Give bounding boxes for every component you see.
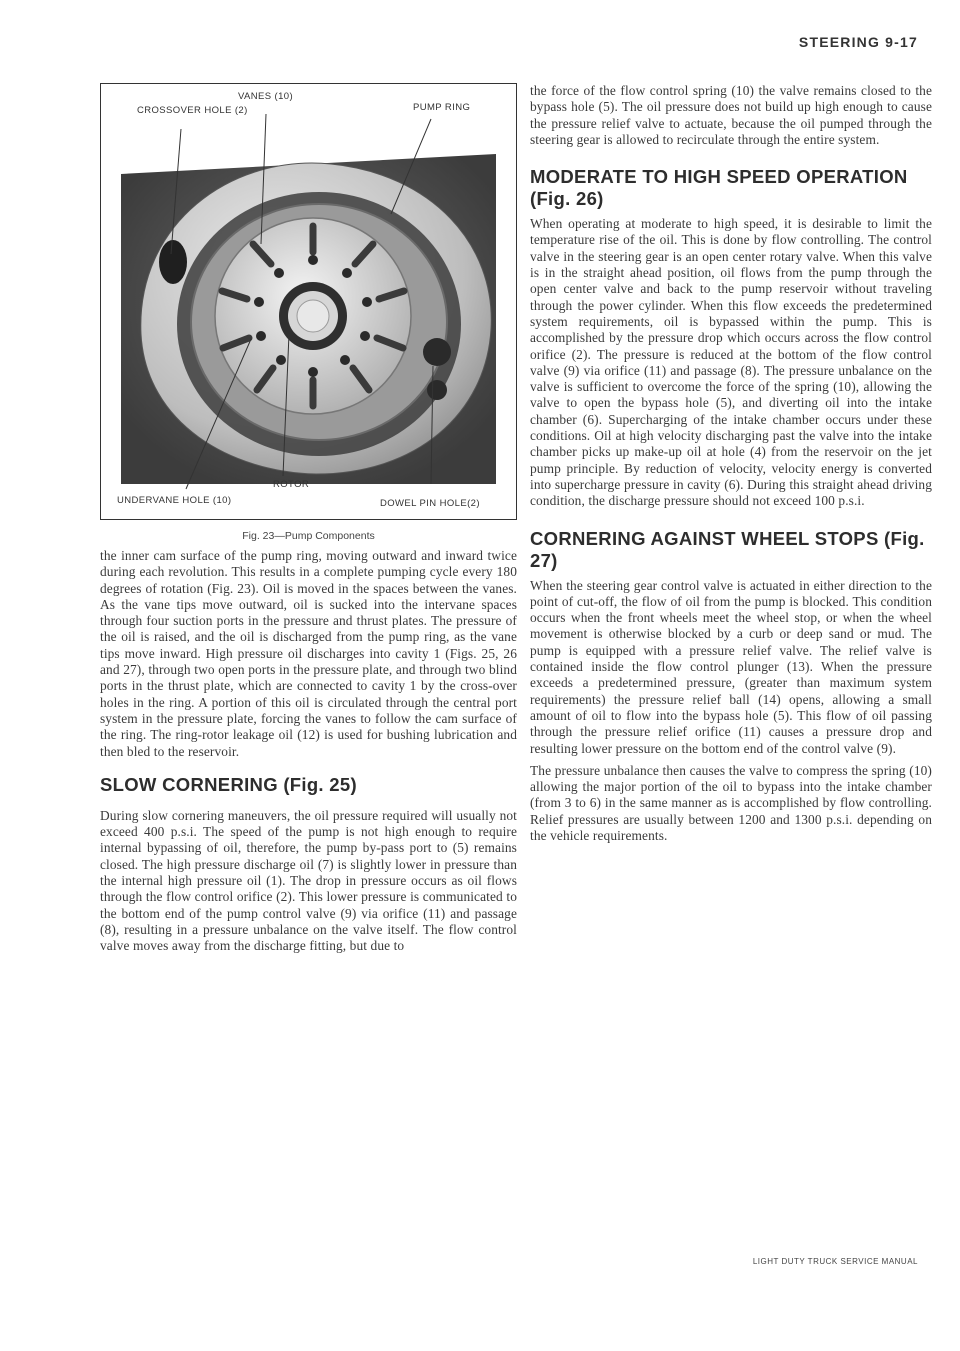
callout-vanes: VANES (10) <box>238 91 294 102</box>
right-paragraph-3: When the steering gear control valve is actuated in either direction to the point of cut-off, the flow of oil from the pump is blocked. This condition occurs when the front wheels meet the wheel stop, or when the wheel movement is otherwise blocked by a curb or deep sand or mud. The pump is equipped with a pressure relief valve. The relief valve is contained inside the flow control plunger (13). When the pressure exceeds a predetermined pressure, (greater than maximum system requirements) the pressure relief ball (14) opens, allowing a small amount of oil to flow into the bypass hole (5). This flow of oil passing through the pressure relief orifice (11) causes a pressure drop and resulting lower pressure on the bottom end of the control valve (9). <box>530 577 932 756</box>
left-paragraph-2: During slow cornering maneuvers, the oil pressure required will usually not exceed 400 p.s.i. The speed of the pump is not high enough to require internal bypassing of oil, therefore, the pump by-pass port to (5) remains closed. The high pressure discharge oil (7) is slightly lower in pressure than the internal high pressure oil (1). The drop in pressure occurs as oil flows through the flow control orifice (2). This lower pressure is communicated to the bottom end of the pump control valve (9) via orifice (11) and passage (8), resulting in a pressure unbalance on the valve itself. The flow control valve moves away from the discharge fitting, but due to <box>100 807 517 954</box>
callout-dowel-pin-hole: DOWEL PIN HOLE(2) <box>380 498 480 509</box>
callout-crossover-hole: CROSSOVER HOLE (2) <box>137 105 248 116</box>
right-paragraph-2: When operating at moderate to high speed, it is desirable to limit the temperature rise of the oil. This is done by flow controlling. The control valve in the steering gear is an open center rotary valve. When this valve is in the straight ahead position, oil flows from the pump through the open center valve and back to the pump reservoir without traveling through the power cylinder. When this flow exceeds the predetermined system requirements, oil is bypassed within the pump. This is accomplished by the pressure drop which occurs across the flow control orifice (2). The pressure is reduced at the bottom of the flow control valve (9) via orifice (11) and passage (8). The pressure unbalance on the valve is sufficient to overcome the force of the spring (10), allowing the valve to open the bypass hole (5), and diverting oil into the intake chamber (6). Supercharging of the intake chamber occurs under these conditions. Oil at high velocity discharging past the valve into the intake chamber picks up make-up oil at hole (4) from the reservoir on the jet pump principle. By reduction of velocity, velocity energy is converted into supercharge pressure in cavity (6). During this straight ahead driving condition, the discharge pressure should not exceed 100 p.s.i. <box>530 216 932 509</box>
right-paragraph-1: the force of the flow control spring (10) the valve remains closed to the bypass hole (5). The oil pressure does not build up high enough to cause the pressure relief valve to actuate, because the oil pumped through the steering gear is allowed to recirculate through the entire system. <box>530 83 932 147</box>
heading-moderate-high-speed: MODERATE TO HIGH SPEED OPERATION (Fig. 26) <box>530 166 908 210</box>
callout-pump-ring: PUMP RING <box>413 102 471 113</box>
heading-slow-cornering: SLOW CORNERING (Fig. 25) <box>100 773 357 795</box>
dowel-pin-hole-2 <box>427 380 447 400</box>
page-footer: LIGHT DUTY TRUCK SERVICE MANUAL <box>752 1257 918 1266</box>
right-column <box>530 83 932 844</box>
left-column <box>100 83 517 955</box>
left-paragraph-1: the inner cam surface of the pump ring, moving outward and inward twice during each revolution. This results in a complete pumping cycle every 180 degrees of rotation (Fig. 23). Oil is moved in the spaces between the vanes. As the vane tips move outward, oil is sucked into the intervane spaces through four suction ports in the pressure and thrust plates. The pressure of the oil is raised, and the oil is discharged from the pump ring, as the vane tips move inward. High pressure oil discharges into cavity 1 (Figs. 25, 26 and 27), through two open ports in the pressure plate, and through two blind ports in the thrust plate, which are connected to cavity 1 by the cross-over holes in the ring. A portion of this oil is circulated through the central port system in the pressure plate, forcing the vanes to follow the cam surface of the ring. The ring-rotor leakage oil (12) is used for bushing lubrication and then bled to the reservoir. <box>100 548 517 759</box>
figure-caption: Fig. 23—Pump Components <box>242 530 375 542</box>
page-header: STEERING 9-17 <box>798 34 918 50</box>
callout-undervane-hole: UNDERVANE HOLE (10) <box>117 495 232 506</box>
pump-illustration <box>101 84 517 520</box>
callout-rotor: ROTOR <box>273 479 310 490</box>
dowel-pin-hole <box>423 338 451 366</box>
pump-components-figure <box>100 83 517 520</box>
crossover-hole <box>159 240 187 284</box>
heading-cornering-wheel-stops: CORNERING AGAINST WHEEL STOPS (Fig. 27) <box>530 527 925 571</box>
right-paragraph-4: The pressure unbalance then causes the valve to compress the spring (10) allowing the major portion of the oil to bypass into the intake chamber (from 3 to 6) in the same manner as is accomplished by flow controlling. Relief pressures are usually between 1200 and 1300 p.s.i. depending on the vehicle requirements. <box>530 762 932 843</box>
